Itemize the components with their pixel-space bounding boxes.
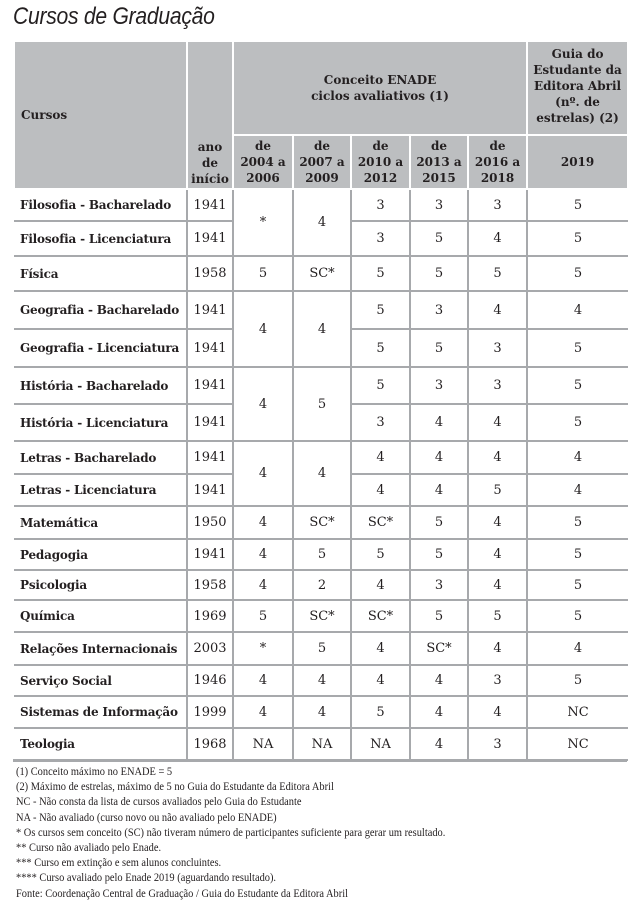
enade-score-2013: 5 [410, 256, 468, 291]
start-year: 1941 [187, 221, 233, 256]
enade-score-2010: 5 [351, 256, 410, 291]
enade-score-2016: 4 [468, 539, 527, 570]
course-name: Letras - Licenciatura [14, 474, 187, 506]
course-name: Relações Internacionais [14, 632, 187, 665]
header-ano-line: início [191, 172, 229, 186]
enade-score-2007: 5 [293, 367, 351, 441]
enade-score-2004: 4 [233, 291, 293, 367]
start-year: 1941 [187, 539, 233, 570]
footnote: (2) Máximo de estrelas, máximo de 5 no Guia do Estudante da Editora Abril [16, 781, 334, 794]
header-cycle-2007: de 2007 a 2009 [293, 135, 351, 189]
start-year: 1950 [187, 506, 233, 539]
enade-score-2010: 3 [351, 404, 410, 441]
guia-stars: 5 [527, 506, 628, 539]
guia-stars: 5 [527, 600, 628, 632]
enade-score-2004: 4 [233, 367, 293, 441]
header-enade-line: Conceito ENADE [323, 73, 437, 87]
header-guia-line: Estudante da [533, 63, 622, 77]
table-row [14, 632, 628, 665]
course-name: Física [14, 256, 187, 291]
header-guia-year: 2019 [527, 135, 628, 189]
header-guia-group [527, 41, 628, 135]
enade-score-2016: 4 [468, 404, 527, 441]
enade-score-2004: 4 [233, 665, 293, 696]
enade-score-2013: 5 [410, 329, 468, 367]
enade-score-2016: 3 [468, 665, 527, 696]
table-bottom-rule [13, 759, 627, 762]
enade-score-2010: NA [351, 728, 410, 760]
enade-score-2013: 3 [410, 189, 468, 221]
enade-score-2010: 4 [351, 632, 410, 665]
guia-stars: NC [527, 728, 628, 760]
header-ano-inicio [187, 41, 233, 189]
course-name: História - Bacharelado [14, 367, 187, 404]
start-year: 1946 [187, 665, 233, 696]
enade-score-2013: 5 [410, 539, 468, 570]
enade-score-2016: 4 [468, 221, 527, 256]
enade-score-2007: SC* [293, 256, 351, 291]
enade-score-2010: 5 [351, 291, 410, 329]
table-row [14, 256, 628, 291]
enade-score-2010: 3 [351, 189, 410, 221]
enade-score-2013: 4 [410, 474, 468, 506]
enade-score-2007: 4 [293, 696, 351, 728]
table-row [14, 367, 628, 404]
enade-score-2016: 5 [468, 600, 527, 632]
courses-table [13, 40, 629, 761]
footnote-source: Fonte: Coordenação Central de Graduação / Guia do Estudante da Editora Abril [16, 887, 348, 900]
enade-score-2007: NA [293, 728, 351, 760]
course-name: Filosofia - Licenciatura [14, 221, 187, 256]
enade-score-2007: 5 [293, 632, 351, 665]
course-name: Pedagogia [14, 539, 187, 570]
footnote: **** Curso avaliado pelo Enade 2019 (aguardando resultado). [16, 872, 277, 885]
enade-score-2010: 4 [351, 570, 410, 600]
guia-stars: 4 [527, 291, 628, 329]
header-guia-line: Editora Abril [534, 79, 622, 93]
guia-stars: 5 [527, 570, 628, 600]
enade-score-2013: 3 [410, 367, 468, 404]
start-year: 1999 [187, 696, 233, 728]
enade-score-2013: 5 [410, 221, 468, 256]
header-cycle-2004: de 2004 a 2006 [233, 135, 293, 189]
page-title: Cursos de Graduação [13, 3, 215, 30]
table-row [14, 506, 628, 539]
header-guia-line: Guia do [551, 47, 604, 61]
guia-stars: 5 [527, 539, 628, 570]
header-cycle-2010: de 2010 a 2012 [351, 135, 410, 189]
enade-score-2013: 4 [410, 696, 468, 728]
start-year: 1941 [187, 189, 233, 221]
enade-score-2013: 3 [410, 570, 468, 600]
enade-score-2010: 5 [351, 367, 410, 404]
footnote: * Os cursos sem conceito (SC) não tiveram número de participantes suficiente para gerar um resultado. [16, 826, 446, 839]
table-row [14, 600, 628, 632]
enade-score-2013: 4 [410, 404, 468, 441]
enade-score-2010: 3 [351, 221, 410, 256]
footnote: (1) Conceito máximo no ENADE = 5 [16, 766, 173, 778]
course-name: Letras - Bacharelado [14, 441, 187, 474]
enade-score-2010: 5 [351, 696, 410, 728]
course-name: Química [14, 600, 187, 632]
guia-stars: 5 [527, 256, 628, 291]
enade-score-2013: 4 [410, 441, 468, 474]
start-year: 1958 [187, 256, 233, 291]
course-name: História - Licenciatura [14, 404, 187, 441]
table-row [14, 291, 628, 329]
enade-score-2016: 4 [468, 570, 527, 600]
course-name: Geografia - Licenciatura [14, 329, 187, 367]
guia-stars: 5 [527, 329, 628, 367]
course-name: Psicologia [14, 570, 187, 600]
enade-score-2016: 4 [468, 506, 527, 539]
enade-score-2007: 2 [293, 570, 351, 600]
guia-stars: 4 [527, 632, 628, 665]
enade-score-2016: 3 [468, 367, 527, 404]
start-year: 1941 [187, 329, 233, 367]
header-ano-line: ano [197, 140, 223, 154]
enade-score-2013: 4 [410, 728, 468, 760]
header-enade-group [233, 41, 527, 135]
enade-score-2007: 4 [293, 665, 351, 696]
header-cycle-2013: de 2013 a 2015 [410, 135, 468, 189]
enade-score-2007: 4 [293, 189, 351, 256]
start-year: 1968 [187, 728, 233, 760]
enade-score-2010: SC* [351, 600, 410, 632]
start-year: 1958 [187, 570, 233, 600]
table-row [14, 441, 628, 474]
enade-score-2007: 4 [293, 291, 351, 367]
enade-score-2016: 4 [468, 632, 527, 665]
enade-score-2004: 4 [233, 570, 293, 600]
enade-score-2004: 5 [233, 600, 293, 632]
start-year: 1941 [187, 474, 233, 506]
enade-score-2004: NA [233, 728, 293, 760]
enade-score-2013: SC* [410, 632, 468, 665]
course-name: Teologia [14, 728, 187, 760]
start-year: 1969 [187, 600, 233, 632]
enade-score-2013: 5 [410, 506, 468, 539]
table-row [14, 696, 628, 728]
start-year: 1941 [187, 367, 233, 404]
enade-score-2010: 5 [351, 329, 410, 367]
enade-score-2016: 3 [468, 329, 527, 367]
header-guia-line: (nº. de [555, 95, 600, 109]
course-name: Matemática [14, 506, 187, 539]
footnote: NA - Não avaliado (curso novo ou não avaliado pelo ENADE) [16, 811, 277, 824]
enade-score-2010: 4 [351, 665, 410, 696]
enade-score-2016: 3 [468, 189, 527, 221]
enade-score-2004: * [233, 632, 293, 665]
start-year: 2003 [187, 632, 233, 665]
enade-score-2016: 5 [468, 256, 527, 291]
enade-score-2016: 3 [468, 728, 527, 760]
enade-score-2016: 5 [468, 474, 527, 506]
enade-score-2004: 5 [233, 256, 293, 291]
table-row [14, 539, 628, 570]
header-cycle-2016: de 2016 a 2018 [468, 135, 527, 189]
start-year: 1941 [187, 404, 233, 441]
table-body [14, 189, 628, 760]
guia-stars: 5 [527, 367, 628, 404]
enade-score-2010: SC* [351, 506, 410, 539]
course-name: Sistemas de Informação [14, 696, 187, 728]
header-ano-line: de [201, 156, 219, 170]
enade-score-2013: 3 [410, 291, 468, 329]
header-guia-line: estrelas) (2) [536, 111, 619, 125]
enade-score-2004: 4 [233, 506, 293, 539]
course-name: Serviço Social [14, 665, 187, 696]
enade-score-2004: 4 [233, 696, 293, 728]
footnote: ** Curso não avaliado pelo Enade. [16, 842, 162, 855]
enade-score-2013: 5 [410, 600, 468, 632]
enade-score-2010: 5 [351, 539, 410, 570]
enade-score-2007: SC* [293, 600, 351, 632]
footnote: NC - Não consta da lista de cursos avaliados pelo Guia do Estudante [16, 796, 302, 809]
guia-stars: 4 [527, 474, 628, 506]
header-enade-line: ciclos avaliativos (1) [311, 89, 449, 103]
enade-score-2004: * [233, 189, 293, 256]
guia-stars: 5 [527, 404, 628, 441]
enade-score-2016: 4 [468, 696, 527, 728]
table-row [14, 570, 628, 600]
enade-score-2004: 4 [233, 539, 293, 570]
start-year: 1941 [187, 441, 233, 474]
guia-stars: 5 [527, 665, 628, 696]
enade-score-2013: 4 [410, 665, 468, 696]
enade-score-2007: SC* [293, 506, 351, 539]
guia-stars: NC [527, 696, 628, 728]
guia-stars: 5 [527, 221, 628, 256]
table-row [14, 189, 628, 221]
enade-score-2010: 4 [351, 441, 410, 474]
enade-score-2007: 5 [293, 539, 351, 570]
enade-score-2010: 4 [351, 474, 410, 506]
guia-stars: 4 [527, 441, 628, 474]
course-name: Geografia - Bacharelado [14, 291, 187, 329]
enade-score-2007: 4 [293, 441, 351, 506]
table-row [14, 665, 628, 696]
start-year: 1941 [187, 291, 233, 329]
header-cursos: Cursos [14, 41, 187, 189]
enade-score-2016: 4 [468, 291, 527, 329]
course-name: Filosofia - Bacharelado [14, 189, 187, 221]
footnote: *** Curso em extinção e sem alunos concluintes. [16, 857, 222, 870]
footnotes [16, 765, 445, 902]
enade-score-2004: 4 [233, 441, 293, 506]
guia-stars: 5 [527, 189, 628, 221]
table-row [14, 728, 628, 760]
enade-score-2016: 4 [468, 441, 527, 474]
